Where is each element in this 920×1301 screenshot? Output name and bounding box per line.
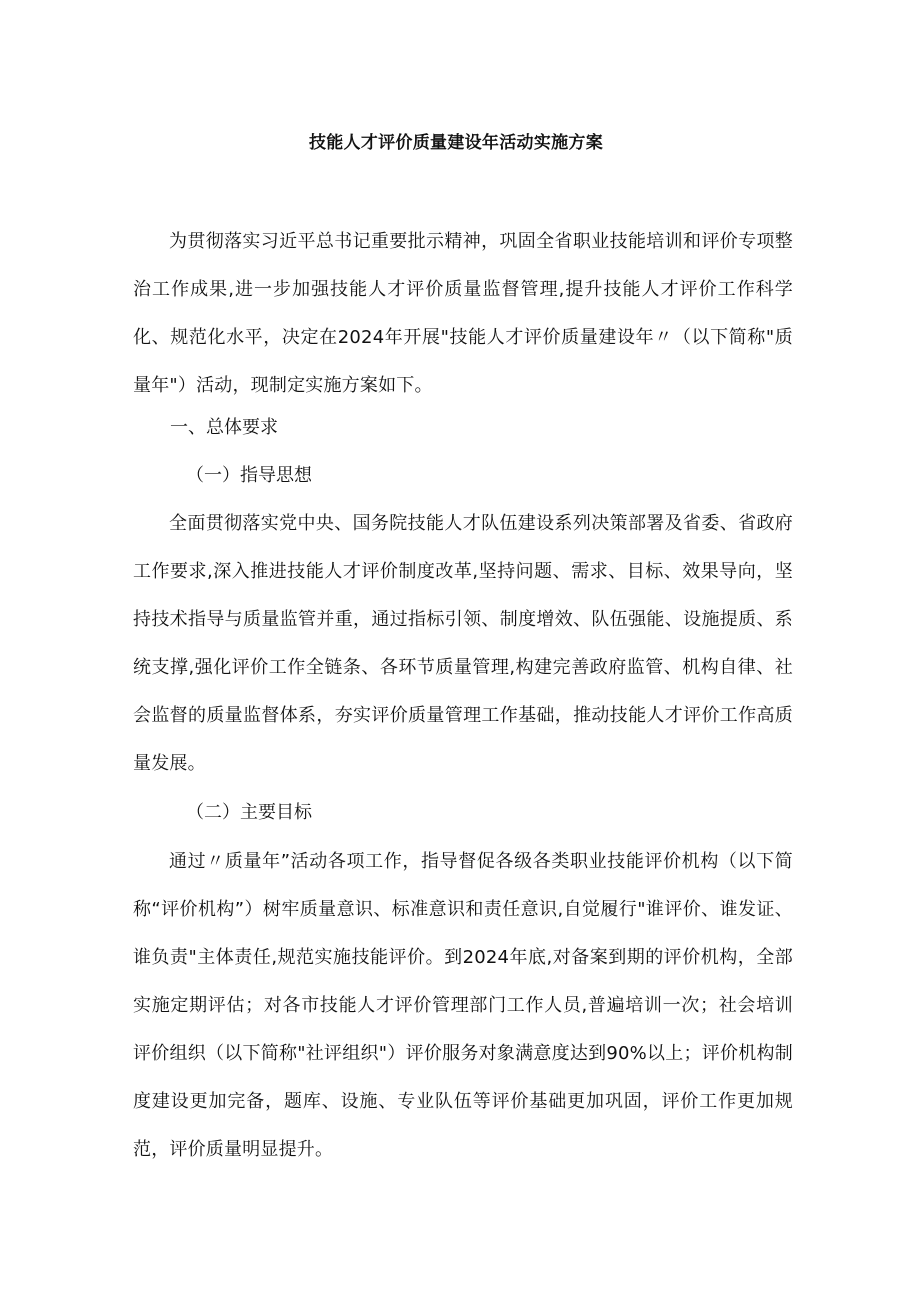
document-title: 技能人才评价质量建设年活动实施方案	[308, 133, 604, 153]
guiding-thought-paragraph: 全面贯彻落实党中央、国务院技能人才队伍建设系列决策部署及省委、省政府工作要求,深入推进技能人才评价制度改革,坚持问题、需求、目标、效果导向，坚持技术指导与质量监管并重，通过指标引领、制度增效、队伍强能、设施提质、系统支撑,强化评价工作全链条、各环节质量管理,构建完善政府监管、机构自律、社会监督的质量监督体系，夯实评价质量管理工作基础，推动技能人才评价工作高质量发展。	[133, 513, 793, 774]
intro-paragraph: 为贯彻落实习近平总书记重要批示精神，巩固全省职业技能培训和评价专项整治工作成果,进一步加强技能人才评价质量监督管理,提升技能人才评价工作科学化、规范化水平，决定在2024年开展"技能人才评价质量建设年〃（以下简称"质量年"）活动，现制定实施方案如下。	[133, 231, 793, 396]
section-heading-overall-requirements: 一、总体要求	[170, 417, 278, 438]
subsection-heading-main-goals: （二）主要目标	[186, 802, 312, 823]
main-goals-paragraph: 通过〃质量年”活动各项工作，指导督促各级各类职业技能评价机构（以下简称“评价机构”）树牢质量意识、标准意识和责任意识,自觉履行"谁评价、谁发证、谁负责"主体责任,规范实施技能评价。到2024年底,对备案到期的评价机构，全部实施定期评估；对各市技能人才评价管理部门工作人员,普遍培训一次；社会培训评价组织（以下简称"社评组织"）评价服务对象满意度达到90%以上；评价机构制度建设更加完备，题库、设施、专业队伍等评价基础更加巩固，评价工作更加规范，评价质量明显提升。	[133, 851, 793, 1160]
subsection-heading-guiding-thought: （一）指导思想	[186, 465, 312, 486]
